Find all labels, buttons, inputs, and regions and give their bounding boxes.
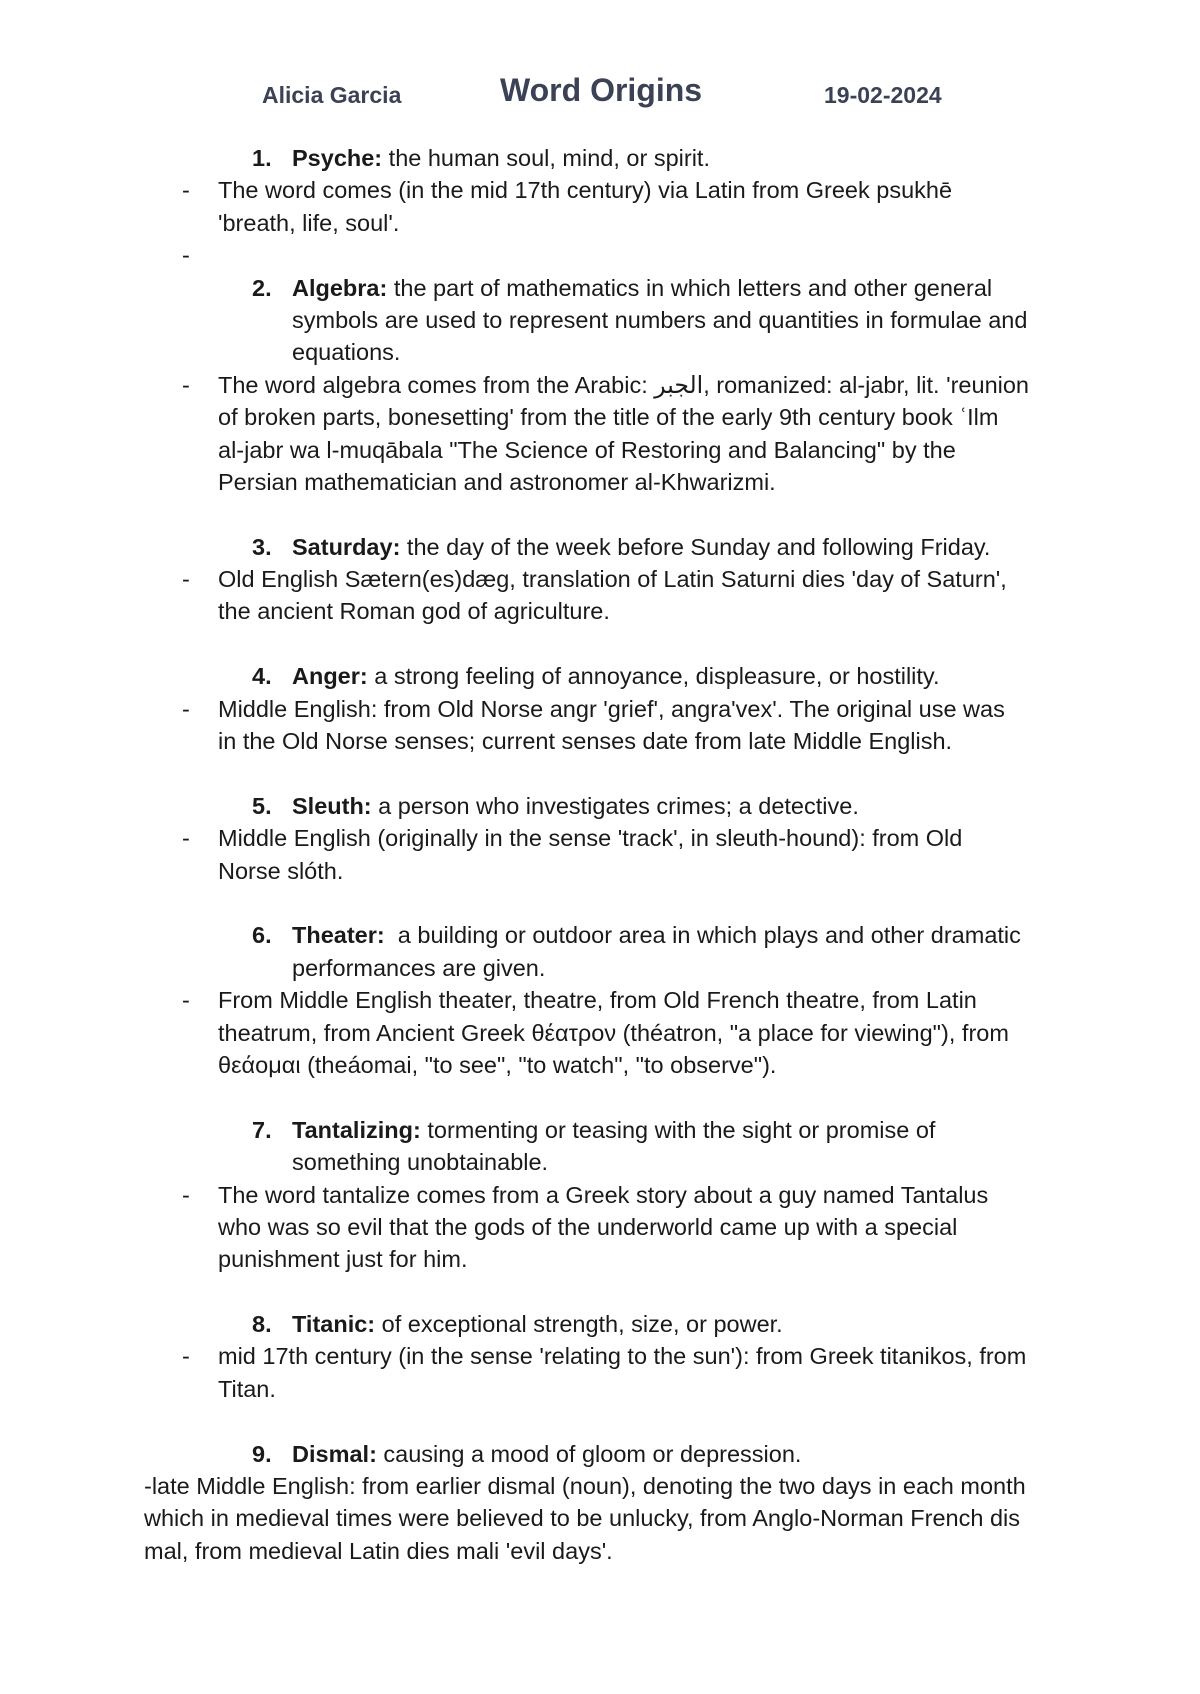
etymology-line: From Middle English theater, theatre, from Old French theatre, from Latin [218, 987, 977, 1014]
etymology-line: in the Old Norse senses; current senses date from late Middle English. [218, 728, 953, 755]
entry-number: 8. [252, 1311, 272, 1338]
entry-definition: a building or outdoor area in which plays and other dramatic [384, 922, 1021, 949]
entry-2-definition [0, 272, 1200, 369]
entry-1-definition [0, 142, 1200, 174]
entry-term: Saturday: [292, 533, 401, 560]
entry-term: Theater: [292, 922, 385, 949]
bullet-dash: - [182, 1343, 190, 1370]
entry-3-definition [0, 531, 1200, 563]
entry-5-etymology [0, 822, 1200, 887]
entry-term: Anger: [292, 663, 368, 690]
document-header [0, 70, 1200, 120]
entry-number: 3. [252, 533, 272, 560]
bullet-dash: - [182, 177, 190, 204]
entry-9-definition [0, 1438, 1200, 1470]
etymology-line: Norse slóth. [218, 857, 344, 884]
document-date: 19-02-2024 [824, 82, 942, 108]
entry-3-etymology [0, 563, 1200, 628]
entry-7-etymology [0, 1179, 1200, 1276]
etymology-line: Old English Sætern(es)dæg, translation of Latin Saturni dies 'day of Saturn', [218, 566, 1007, 593]
entry-number: 6. [252, 922, 272, 949]
entry-definition: the day of the week before Sunday and following Friday. [400, 533, 991, 560]
author-name: Alicia Garcia [262, 82, 402, 108]
etymology-line: The word algebra comes from the Arabic: الجبر, romanized: al-jabr, lit. 'reunion [218, 371, 1029, 398]
entry-definition: causing a mood of gloom or depression. [376, 1440, 802, 1467]
entry-term: Sleuth: [292, 792, 372, 819]
entry-definition: something unobtainable. [292, 1149, 549, 1176]
entry-definition: a person who investigates crimes; a detective. [371, 792, 859, 819]
empty-bullet [0, 239, 1200, 271]
etymology-line: Persian mathematician and astronomer al-Khwarizmi. [218, 468, 776, 495]
entry-number: 1. [252, 145, 272, 171]
entry-6-definition [0, 919, 1200, 984]
entry-definition: symbols are used to represent numbers and quantities in formulae and [292, 306, 1028, 333]
etymology-line: 'breath, life, soul'. [218, 209, 400, 236]
etymology-line: mid 17th century (in the sense 'relating to the sun'): from Greek titanikos, from [218, 1343, 1027, 1370]
entry-2-etymology [0, 369, 1200, 499]
entry-4-definition [0, 660, 1200, 692]
etymology-line: The word tantalize comes from a Greek story about a guy named Tantalus [218, 1181, 989, 1208]
entry-definition: equations. [292, 339, 401, 366]
entry-5-definition [0, 790, 1200, 822]
etymology-line: Middle English (originally in the sense 'track', in sleuth-hound): from Old [218, 825, 963, 852]
entry-1-etymology [0, 174, 1200, 239]
etymology-line: -late Middle English: from earlier dismal (noun), denoting the two days in each month [144, 1473, 1026, 1500]
entry-definition: of exceptional strength, size, or power. [375, 1311, 783, 1338]
etymology-line: θεάομαι (theáomai, "to see", "to watch", "to observe"). [218, 1051, 777, 1078]
document-title: Word Origins [500, 72, 703, 108]
document-body [0, 142, 1200, 1567]
etymology-line: al-jabr wa l-muqābala "The Science of Restoring and Balancing" by the [218, 436, 956, 463]
bullet-dash: - [182, 566, 190, 593]
entry-term: Dismal: [292, 1440, 377, 1467]
entry-definition: a strong feeling of annoyance, displeasure, or hostility. [367, 663, 940, 690]
bullet-dash: - [182, 1181, 190, 1208]
bullet-dash: - [182, 987, 190, 1014]
entry-definition: tormenting or teasing with the sight or promise of [420, 1116, 936, 1143]
entry-term: Titanic: [292, 1311, 376, 1338]
etymology-line: punishment just for him. [218, 1246, 468, 1273]
entry-7-definition [0, 1114, 1200, 1179]
etymology-line: the ancient Roman god of agriculture. [218, 598, 610, 625]
bullet-dash: - [182, 695, 190, 722]
etymology-line: The word comes (in the mid 17th century) via Latin from Greek psukhē [218, 177, 953, 204]
bullet-dash: - [182, 242, 190, 269]
entry-definition: performances are given. [292, 954, 546, 981]
entry-4-etymology [0, 693, 1200, 758]
entry-8-etymology [0, 1340, 1200, 1405]
entry-definition: the human soul, mind, or spirit. [382, 145, 710, 171]
entry-6-etymology [0, 984, 1200, 1081]
etymology-line: mal, from medieval Latin dies mali 'evil days'. [144, 1537, 613, 1564]
entry-term: Tantalizing: [292, 1116, 421, 1143]
entry-definition: the part of mathematics in which letters and other general [387, 274, 993, 301]
entry-8-definition [0, 1308, 1200, 1340]
etymology-line: who was so evil that the gods of the underworld came up with a special [218, 1213, 958, 1240]
entry-number: 9. [252, 1440, 272, 1467]
entry-term: Psyche: [292, 145, 383, 171]
etymology-line: which in medieval times were believed to be unlucky, from Anglo-Norman French dis [144, 1505, 1020, 1532]
entry-number: 4. [252, 663, 272, 690]
entry-number: 7. [252, 1116, 272, 1143]
entry-9-etymology [144, 1470, 1084, 1567]
bullet-dash: - [182, 371, 190, 398]
bullet-dash: - [182, 825, 190, 852]
etymology-line: of broken parts, bonesetting' from the title of the early 9th century book ʿIlm [218, 404, 999, 431]
etymology-line: theatrum, from Ancient Greek θέατρον (théatron, "a place for viewing"), from [218, 1019, 1009, 1046]
entry-number: 5. [252, 792, 272, 819]
entry-number: 2. [252, 274, 272, 301]
entry-term: Algebra: [292, 274, 388, 301]
etymology-line: Middle English: from Old Norse angr 'grief', angra'vex'. The original use was [218, 695, 1005, 722]
etymology-line: Titan. [218, 1375, 276, 1402]
